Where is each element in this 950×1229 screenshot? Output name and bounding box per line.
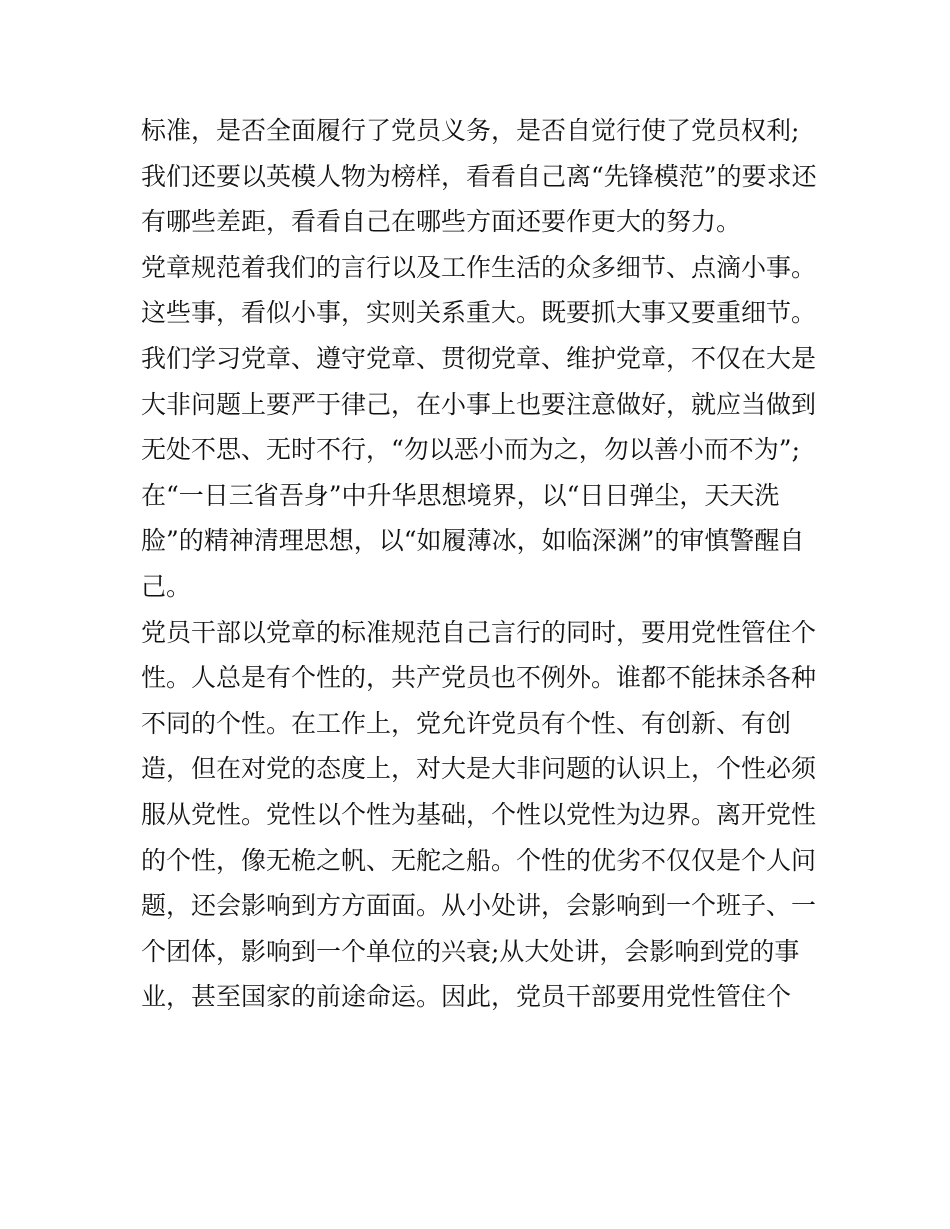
text-line: 标准，是否全面履行了党员义务，是否自觉行使了党员权利; bbox=[141, 116, 800, 145]
text-line: 不同的个性。在工作上，党允许党员有个性、有创新、有创 bbox=[141, 708, 792, 738]
text-line: 个团体，影响到一个单位的兴衰;从大处讲，会影响到党的事 bbox=[141, 936, 800, 966]
text-line: 无处不思、无时不行，“勿以恶小而为之，勿以善小而不为”; bbox=[141, 435, 800, 465]
text-line: 在“一日三省吾身”中升华思想境界，以“日日弹尘，天天洗 bbox=[141, 480, 780, 510]
body-text bbox=[141, 108, 821, 1020]
text-line: 己。 bbox=[141, 571, 192, 601]
text-line: 我们还要以英模人物为榜样，看看自己离“先锋模范”的要求还 bbox=[141, 161, 817, 191]
text-line: 的个性，像无桅之帆、无舵之船。个性的优劣不仅仅是个人问 bbox=[141, 845, 817, 875]
text-line: 题，还会影响到方方面面。从小处讲，会影响到一个班子、一 bbox=[141, 891, 817, 921]
text-line: 服从党性。党性以个性为基础，个性以党性为边界。离开党性 bbox=[141, 799, 817, 829]
text-line: 党员干部以党章的标准规范自己言行的同时，要用党性管住个 bbox=[141, 617, 817, 647]
text-line: 脸”的精神清理思想，以“如履薄冰，如临深渊”的审慎警醒自 bbox=[141, 526, 805, 556]
text-line: 党章规范着我们的言行以及工作生活的众多细节、点滴小事。 bbox=[141, 252, 817, 282]
text-line: 大非问题上要严于律己，在小事上也要注意做好，就应当做到 bbox=[141, 389, 817, 419]
text-line: 这些事，看似小事，实则关系重大。既要抓大事又要重细节。 bbox=[141, 298, 817, 328]
text-line: 业，甚至国家的前途命运。因此，党员干部要用党性管住个 bbox=[141, 982, 792, 1012]
text-line: 有哪些差距，看看自己在哪些方面还要作更大的努力。 bbox=[141, 207, 742, 237]
text-line: 性。人总是有个性的，共产党员也不例外。谁都不能抹杀各种 bbox=[141, 663, 817, 693]
text-line: 造，但在对党的态度上，对大是大非问题的认识上，个性必须 bbox=[141, 754, 817, 784]
text-line: 我们学习党章、遵守党章、贯彻党章、维护党章，不仅在大是 bbox=[141, 343, 817, 373]
